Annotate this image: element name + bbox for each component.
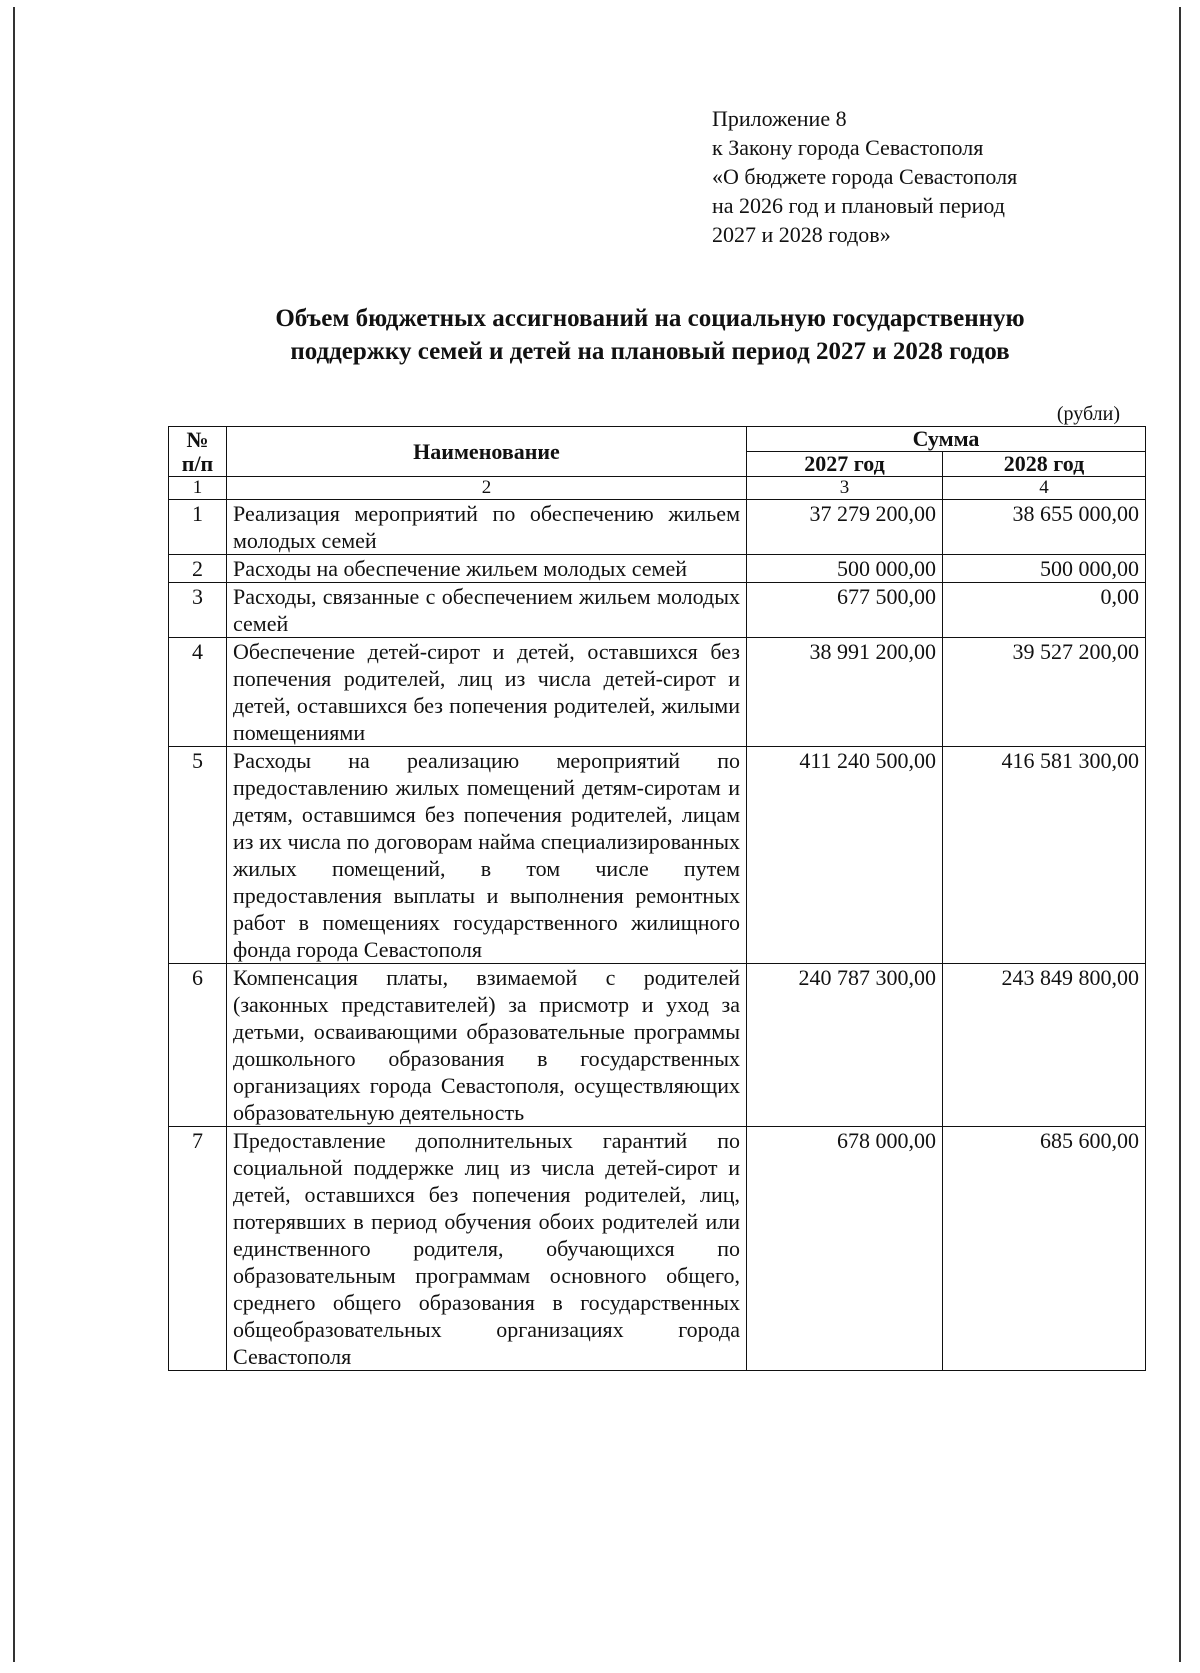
row-sum-2028: 0,00 bbox=[943, 583, 1146, 638]
row-sum-2027: 677 500,00 bbox=[747, 583, 943, 638]
row-number: 2 bbox=[169, 555, 227, 583]
appendix-line: на 2026 год и плановый период bbox=[712, 193, 1005, 218]
row-sum-2027: 38 991 200,00 bbox=[747, 638, 943, 747]
column-index: 2 bbox=[227, 477, 747, 500]
row-sum-2027: 678 000,00 bbox=[747, 1127, 943, 1371]
table-row bbox=[169, 638, 1146, 747]
row-name: Расходы на обеспечение жильем молодых семей bbox=[227, 555, 747, 583]
row-sum-2028: 38 655 000,00 bbox=[943, 500, 1146, 555]
budget-table bbox=[168, 426, 1146, 1371]
row-sum-2027: 37 279 200,00 bbox=[747, 500, 943, 555]
table-row bbox=[169, 964, 1146, 1127]
row-sum-2028: 39 527 200,00 bbox=[943, 638, 1146, 747]
row-sum-2028: 416 581 300,00 bbox=[943, 747, 1146, 964]
header-num: № п/п bbox=[169, 427, 227, 477]
header-year-2028: 2028 год bbox=[943, 452, 1146, 477]
appendix-line: 2027 и 2028 годов» bbox=[712, 222, 891, 247]
row-sum-2027: 411 240 500,00 bbox=[747, 747, 943, 964]
table-row bbox=[169, 583, 1146, 638]
column-index-row bbox=[169, 477, 1146, 500]
header-year-2027: 2027 год bbox=[747, 452, 943, 477]
table-row bbox=[169, 1127, 1146, 1371]
row-name: Реализация мероприятий по обеспечению жильем молодых семей bbox=[227, 500, 747, 555]
appendix-line: Приложение 8 bbox=[712, 106, 847, 131]
column-index: 4 bbox=[943, 477, 1146, 500]
row-name: Обеспечение детей-сирот и детей, оставшихся без попечения родителей, лиц из числа детей-сирот и детей, оставшихся без попечения родителей, жилыми помещениями bbox=[227, 638, 747, 747]
row-number: 3 bbox=[169, 583, 227, 638]
units-label: (рубли) bbox=[1056, 403, 1120, 425]
row-number: 1 bbox=[169, 500, 227, 555]
row-sum-2028: 685 600,00 bbox=[943, 1127, 1146, 1371]
row-name: Компенсация платы, взимаемой с родителей (законных представителей) за присмотр и уход за детьми, осваивающими образовательные программы дошкольного образования в государственных организациях города Севастополя, осуществляющих образовательную деятельность bbox=[227, 964, 747, 1127]
appendix-line: к Закону города Севастополя bbox=[712, 135, 984, 160]
document-title bbox=[180, 302, 1120, 368]
row-sum-2028: 243 849 800,00 bbox=[943, 964, 1146, 1127]
table-row bbox=[169, 555, 1146, 583]
row-name: Предоставление дополнительных гарантий по социальной поддержке лиц из числа детей-сирот и детей, оставшихся без попечения родителей, лиц, потерявших в период обучения обоих родителей или единственного родителя, обучающихся по образовательным программам основного общего, среднего общего образования в государственных общеобразовательных организациях города Севастополя bbox=[227, 1127, 747, 1371]
table-row bbox=[169, 747, 1146, 964]
row-number: 6 bbox=[169, 964, 227, 1127]
row-sum-2027: 240 787 300,00 bbox=[747, 964, 943, 1127]
row-name: Расходы на реализацию мероприятий по предоставлению жилых помещений детям-сиротам и детям, оставшимся без попечения родителей, лицам из их числа по договорам найма специализированных жилых помещений, в том числе путем предоставления выплаты и выполнения ремонтных работ в помещениях государственного жилищного фонда города Севастополя bbox=[227, 747, 747, 964]
header-name: Наименование bbox=[227, 427, 747, 477]
title-line-1: Объем бюджетных ассигнований на социальную государственную bbox=[275, 305, 1025, 332]
header-sum: Сумма bbox=[747, 427, 1146, 452]
appendix-line: «О бюджете города Севастополя bbox=[712, 164, 1018, 189]
row-name: Расходы, связанные с обеспечением жильем молодых семей bbox=[227, 583, 747, 638]
row-number: 7 bbox=[169, 1127, 227, 1371]
row-sum-2028: 500 000,00 bbox=[943, 555, 1146, 583]
table-row bbox=[169, 500, 1146, 555]
title-line-2: поддержку семей и детей на плановый период 2027 и 2028 годов bbox=[290, 338, 1010, 365]
row-sum-2027: 500 000,00 bbox=[747, 555, 943, 583]
column-index: 1 bbox=[169, 477, 227, 500]
row-number: 4 bbox=[169, 638, 227, 747]
row-number: 5 bbox=[169, 747, 227, 964]
column-index: 3 bbox=[747, 477, 943, 500]
appendix-block bbox=[712, 104, 1132, 249]
